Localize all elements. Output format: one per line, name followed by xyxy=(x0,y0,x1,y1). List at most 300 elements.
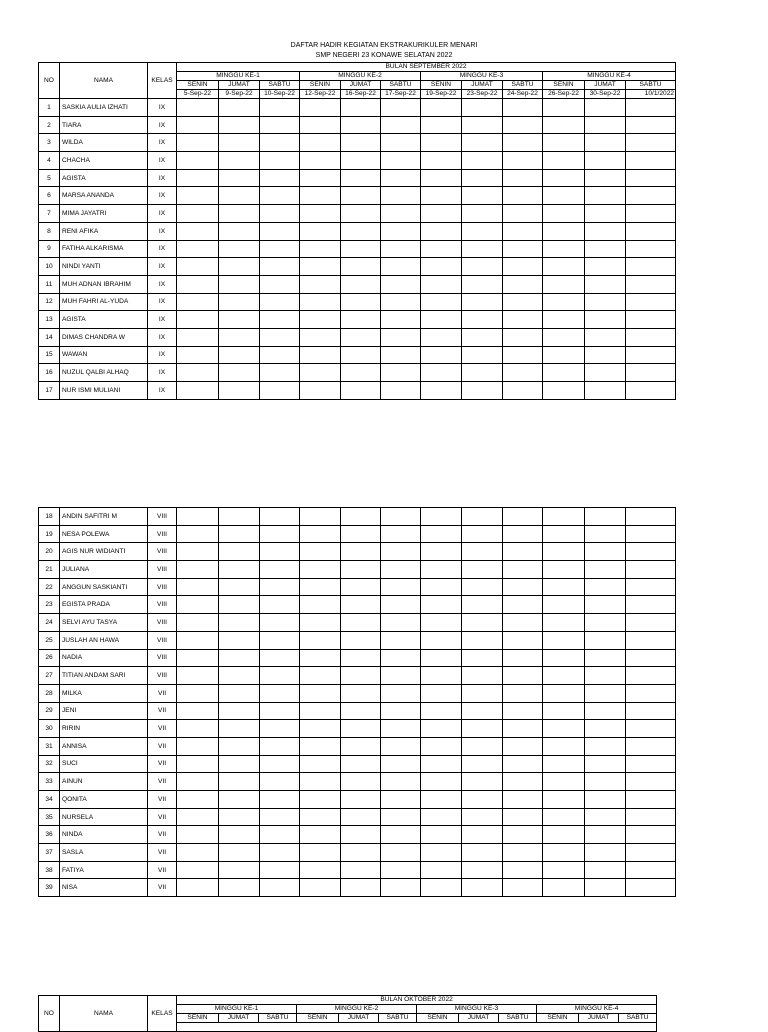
attendance-cell xyxy=(503,720,543,738)
student-no: 22 xyxy=(39,578,60,596)
day-header: SENIN xyxy=(177,81,219,90)
attendance-cell xyxy=(421,649,462,667)
attendance-cell xyxy=(626,205,676,223)
attendance-cell xyxy=(421,364,462,382)
day-header: SENIN xyxy=(300,81,341,90)
attendance-cell xyxy=(626,311,676,329)
table-row xyxy=(39,346,676,364)
attendance-cell xyxy=(260,205,300,223)
attendance-cell xyxy=(260,844,300,862)
attendance-cell xyxy=(626,258,676,276)
attendance-cell xyxy=(626,525,676,543)
attendance-cell xyxy=(381,596,421,614)
attendance-cell xyxy=(177,508,219,526)
student-name: NUZUL QALBI ALHAQ xyxy=(60,364,148,382)
student-name: MUH ADNAN IBRAHIM xyxy=(60,275,148,293)
attendance-cell xyxy=(177,649,219,667)
attendance-cell xyxy=(543,169,585,187)
attendance-cell xyxy=(626,649,676,667)
date-header: 10-Sep-22 xyxy=(260,90,300,99)
student-no: 14 xyxy=(39,328,60,346)
table-row xyxy=(39,258,676,276)
attendance-cell xyxy=(543,187,585,205)
attendance-cell xyxy=(219,382,260,400)
attendance-cell xyxy=(177,311,219,329)
attendance-cell xyxy=(543,543,585,561)
attendance-cell xyxy=(462,293,503,311)
attendance-cell xyxy=(219,134,260,152)
attendance-cell xyxy=(260,720,300,738)
header-kelas: KELAS xyxy=(148,63,177,99)
attendance-cell xyxy=(585,187,626,205)
attendance-cell xyxy=(626,578,676,596)
attendance-cell xyxy=(300,525,341,543)
student-kelas: VII xyxy=(148,808,177,826)
attendance-cell xyxy=(503,596,543,614)
header-nama: NAMA xyxy=(60,63,148,99)
attendance-cell xyxy=(503,667,543,685)
student-name: AINUN xyxy=(60,773,148,791)
attendance-cell xyxy=(421,293,462,311)
day-header: SENIN xyxy=(543,81,585,90)
attendance-cell xyxy=(585,364,626,382)
week-header: MINGGU KE-3 xyxy=(417,1005,537,1014)
student-name: MILKA xyxy=(60,684,148,702)
attendance-cell xyxy=(503,364,543,382)
attendance-cell xyxy=(585,169,626,187)
student-no: 39 xyxy=(39,879,60,897)
attendance-cell xyxy=(260,808,300,826)
attendance-cell xyxy=(421,169,462,187)
table-row xyxy=(39,328,676,346)
attendance-cell xyxy=(421,596,462,614)
attendance-cell xyxy=(543,346,585,364)
attendance-cell xyxy=(543,152,585,170)
attendance-cell xyxy=(503,116,543,134)
student-kelas: IX xyxy=(148,328,177,346)
date-header: 26-Sep-22 xyxy=(543,90,585,99)
attendance-cell xyxy=(462,808,503,826)
attendance-cell xyxy=(381,187,421,205)
attendance-cell xyxy=(381,737,421,755)
attendance-cell xyxy=(503,561,543,579)
attendance-cell xyxy=(462,684,503,702)
attendance-cell xyxy=(626,364,676,382)
attendance-cell xyxy=(341,720,381,738)
attendance-cell xyxy=(543,791,585,809)
student-name: MIMA JAYATRI xyxy=(60,205,148,223)
attendance-cell xyxy=(219,258,260,276)
attendance-cell xyxy=(503,152,543,170)
attendance-cell xyxy=(381,755,421,773)
attendance-cell xyxy=(381,275,421,293)
student-kelas: IX xyxy=(148,275,177,293)
attendance-cell xyxy=(421,152,462,170)
attendance-cell xyxy=(626,861,676,879)
date-header: 19-Sep-22 xyxy=(421,90,462,99)
attendance-cell xyxy=(341,169,381,187)
month-header-oktober: BULAN OKTOBER 2022 xyxy=(177,996,657,1005)
attendance-cell xyxy=(543,311,585,329)
student-name: NINDI YANTI xyxy=(60,258,148,276)
attendance-cell xyxy=(421,240,462,258)
attendance-cell xyxy=(300,844,341,862)
attendance-cell xyxy=(543,684,585,702)
attendance-cell xyxy=(177,258,219,276)
attendance-cell xyxy=(626,508,676,526)
student-name: EGISTA PRADA xyxy=(60,596,148,614)
attendance-cell xyxy=(260,311,300,329)
student-name: WAWAN xyxy=(60,346,148,364)
attendance-cell xyxy=(219,561,260,579)
attendance-cell xyxy=(260,773,300,791)
attendance-cell xyxy=(300,861,341,879)
attendance-cell xyxy=(300,684,341,702)
attendance-cell xyxy=(219,169,260,187)
attendance-cell xyxy=(543,508,585,526)
student-name: QONITA xyxy=(60,791,148,809)
attendance-cell xyxy=(341,205,381,223)
attendance-cell xyxy=(341,222,381,240)
attendance-cell xyxy=(219,596,260,614)
day-header: SABTU xyxy=(619,1014,657,1023)
attendance-cell xyxy=(626,737,676,755)
table-row xyxy=(39,578,676,596)
attendance-cell xyxy=(585,152,626,170)
attendance-cell xyxy=(300,346,341,364)
student-no: 25 xyxy=(39,631,60,649)
day-header: JUMAT xyxy=(341,81,381,90)
student-name: ANNISA xyxy=(60,737,148,755)
day-header: SABTU xyxy=(626,81,676,90)
attendance-cell xyxy=(219,508,260,526)
table-row xyxy=(39,508,676,526)
student-kelas: IX xyxy=(148,99,177,117)
student-kelas: VIII xyxy=(148,631,177,649)
attendance-cell xyxy=(543,631,585,649)
attendance-cell xyxy=(219,543,260,561)
attendance-cell xyxy=(626,134,676,152)
attendance-cell xyxy=(503,578,543,596)
attendance-cell xyxy=(219,755,260,773)
attendance-cell xyxy=(585,861,626,879)
student-kelas: VII xyxy=(148,844,177,862)
attendance-cell xyxy=(260,596,300,614)
attendance-cell xyxy=(177,275,219,293)
attendance-cell xyxy=(341,773,381,791)
attendance-cell xyxy=(503,649,543,667)
attendance-cell xyxy=(585,844,626,862)
attendance-cell xyxy=(219,667,260,685)
attendance-cell xyxy=(543,525,585,543)
student-no: 34 xyxy=(39,791,60,809)
attendance-cell xyxy=(177,293,219,311)
attendance-cell xyxy=(585,258,626,276)
student-name: AGIS NUR WIDIANTI xyxy=(60,543,148,561)
student-kelas: IX xyxy=(148,293,177,311)
attendance-cell xyxy=(219,275,260,293)
attendance-cell xyxy=(503,631,543,649)
attendance-cell xyxy=(421,134,462,152)
attendance-cell xyxy=(300,222,341,240)
week-header: MINGGU KE-4 xyxy=(537,1005,657,1014)
date-header: 24-Sep-22 xyxy=(503,90,543,99)
student-name: FATIYA xyxy=(60,861,148,879)
day-header: SABTU xyxy=(503,81,543,90)
student-kelas: VII xyxy=(148,755,177,773)
attendance-cell xyxy=(503,737,543,755)
attendance-cell xyxy=(300,879,341,897)
attendance-cell xyxy=(462,152,503,170)
attendance-cell xyxy=(300,169,341,187)
attendance-cell xyxy=(177,702,219,720)
attendance-cell xyxy=(585,543,626,561)
attendance-cell xyxy=(341,543,381,561)
student-name: NINDA xyxy=(60,826,148,844)
attendance-cell xyxy=(341,702,381,720)
attendance-table-continued xyxy=(38,507,676,897)
attendance-cell xyxy=(177,684,219,702)
attendance-cell xyxy=(626,275,676,293)
attendance-cell xyxy=(585,328,626,346)
attendance-cell xyxy=(421,382,462,400)
student-name: ANDIN SAFITRI M xyxy=(60,508,148,526)
month-header-september: BULAN SEPTEMBER 2022 xyxy=(177,63,676,72)
attendance-cell xyxy=(462,134,503,152)
attendance-cell xyxy=(585,311,626,329)
attendance-cell xyxy=(543,737,585,755)
attendance-cell xyxy=(626,222,676,240)
table-row xyxy=(39,275,676,293)
student-kelas: VII xyxy=(148,826,177,844)
attendance-cell xyxy=(421,116,462,134)
attendance-cell xyxy=(585,275,626,293)
student-kelas: IX xyxy=(148,187,177,205)
student-name: SASLA xyxy=(60,844,148,862)
student-kelas: VIII xyxy=(148,561,177,579)
attendance-cell xyxy=(177,134,219,152)
attendance-cell xyxy=(503,525,543,543)
student-name: NESA POLEWA xyxy=(60,525,148,543)
attendance-cell xyxy=(543,275,585,293)
attendance-cell xyxy=(177,116,219,134)
attendance-cell xyxy=(543,596,585,614)
attendance-cell xyxy=(585,222,626,240)
attendance-cell xyxy=(543,861,585,879)
attendance-cell xyxy=(585,702,626,720)
day-header: SABTU xyxy=(379,1014,417,1023)
attendance-cell xyxy=(503,275,543,293)
attendance-cell xyxy=(177,879,219,897)
attendance-cell xyxy=(462,649,503,667)
student-name: CHACHA xyxy=(60,152,148,170)
attendance-cell xyxy=(341,99,381,117)
student-name: NADIA xyxy=(60,649,148,667)
student-name: DIMAS CHANDRA W xyxy=(60,328,148,346)
attendance-cell xyxy=(585,382,626,400)
attendance-cell xyxy=(219,808,260,826)
attendance-cell xyxy=(300,116,341,134)
attendance-cell xyxy=(421,684,462,702)
attendance-cell xyxy=(462,879,503,897)
attendance-cell xyxy=(177,543,219,561)
attendance-cell xyxy=(219,631,260,649)
student-name: AGISTA xyxy=(60,169,148,187)
student-kelas: VII xyxy=(148,702,177,720)
attendance-cell xyxy=(543,844,585,862)
attendance-cell xyxy=(585,684,626,702)
attendance-cell xyxy=(543,702,585,720)
attendance-cell xyxy=(543,649,585,667)
attendance-cell xyxy=(503,773,543,791)
attendance-cell xyxy=(300,631,341,649)
attendance-cell xyxy=(260,152,300,170)
student-name: JUSLAH AN HAWA xyxy=(60,631,148,649)
student-no: 31 xyxy=(39,737,60,755)
attendance-cell xyxy=(260,169,300,187)
date-header: 12-Sep-22 xyxy=(300,90,341,99)
attendance-cell xyxy=(585,116,626,134)
attendance-cell xyxy=(381,205,421,223)
attendance-cell xyxy=(219,293,260,311)
attendance-cell xyxy=(260,134,300,152)
table-row xyxy=(39,861,676,879)
attendance-cell xyxy=(381,543,421,561)
attendance-cell xyxy=(177,631,219,649)
attendance-cell xyxy=(626,346,676,364)
attendance-cell xyxy=(300,382,341,400)
attendance-cell xyxy=(462,614,503,632)
table-row xyxy=(39,755,676,773)
table-row xyxy=(39,844,676,862)
student-no: 3 xyxy=(39,134,60,152)
attendance-cell xyxy=(462,561,503,579)
attendance-cell xyxy=(260,116,300,134)
attendance-cell xyxy=(626,773,676,791)
attendance-cell xyxy=(260,737,300,755)
student-no: 10 xyxy=(39,258,60,276)
attendance-cell xyxy=(381,844,421,862)
table-row xyxy=(39,222,676,240)
attendance-cell xyxy=(421,187,462,205)
attendance-cell xyxy=(381,649,421,667)
attendance-cell xyxy=(177,525,219,543)
attendance-cell xyxy=(177,596,219,614)
student-no: 5 xyxy=(39,169,60,187)
attendance-cell xyxy=(543,667,585,685)
attendance-cell xyxy=(341,508,381,526)
attendance-cell xyxy=(421,275,462,293)
attendance-cell xyxy=(626,187,676,205)
student-kelas: IX xyxy=(148,311,177,329)
attendance-cell xyxy=(300,808,341,826)
student-name: NURSELA xyxy=(60,808,148,826)
date-header: 30-Sep-22 xyxy=(585,90,626,99)
attendance-cell xyxy=(341,879,381,897)
attendance-cell xyxy=(421,311,462,329)
attendance-cell xyxy=(260,240,300,258)
attendance-cell xyxy=(341,382,381,400)
attendance-cell xyxy=(503,844,543,862)
attendance-cell xyxy=(421,222,462,240)
attendance-cell xyxy=(626,720,676,738)
attendance-cell xyxy=(381,293,421,311)
attendance-cell xyxy=(219,578,260,596)
student-name: ANGGUN SASKIANTI xyxy=(60,578,148,596)
attendance-cell xyxy=(421,791,462,809)
student-no: 16 xyxy=(39,364,60,382)
attendance-cell xyxy=(260,561,300,579)
student-kelas: VII xyxy=(148,737,177,755)
attendance-cell xyxy=(260,293,300,311)
student-no: 24 xyxy=(39,614,60,632)
table-row xyxy=(39,720,676,738)
attendance-cell xyxy=(341,737,381,755)
student-kelas: IX xyxy=(148,258,177,276)
table-row xyxy=(39,134,676,152)
header-kelas: KELAS xyxy=(148,996,177,1032)
table-row xyxy=(39,293,676,311)
week-header: MINGGU KE-3 xyxy=(421,72,543,81)
attendance-cell xyxy=(341,667,381,685)
student-no: 20 xyxy=(39,543,60,561)
attendance-cell xyxy=(300,773,341,791)
attendance-cell xyxy=(219,152,260,170)
attendance-cell xyxy=(585,808,626,826)
attendance-cell xyxy=(585,578,626,596)
student-kelas: IX xyxy=(148,169,177,187)
attendance-cell xyxy=(260,826,300,844)
attendance-cell xyxy=(626,808,676,826)
attendance-cell xyxy=(585,561,626,579)
attendance-cell xyxy=(219,187,260,205)
attendance-cell xyxy=(421,879,462,897)
day-header: JUMAT xyxy=(219,81,260,90)
header-no: NO xyxy=(39,996,60,1032)
attendance-cell xyxy=(341,649,381,667)
attendance-cell xyxy=(300,826,341,844)
attendance-cell xyxy=(300,649,341,667)
day-header: JUMAT xyxy=(585,81,626,90)
document-title: DAFTAR HADIR KEGIATAN EKSTRAKURIKULER MENARI xyxy=(290,42,478,49)
attendance-cell xyxy=(626,667,676,685)
attendance-cell xyxy=(543,205,585,223)
attendance-cell xyxy=(177,861,219,879)
attendance-cell xyxy=(503,508,543,526)
attendance-cell xyxy=(421,543,462,561)
student-name: AGISTA xyxy=(60,311,148,329)
attendance-cell xyxy=(219,861,260,879)
date-header: 9-Sep-22 xyxy=(219,90,260,99)
attendance-cell xyxy=(219,879,260,897)
day-header: JUMAT xyxy=(339,1014,379,1023)
attendance-cell xyxy=(381,561,421,579)
attendance-cell xyxy=(462,861,503,879)
student-kelas: IX xyxy=(148,116,177,134)
attendance-cell xyxy=(341,631,381,649)
attendance-cell xyxy=(543,826,585,844)
attendance-cell xyxy=(300,561,341,579)
attendance-cell xyxy=(381,328,421,346)
attendance-cell xyxy=(260,222,300,240)
attendance-cell xyxy=(626,382,676,400)
attendance-cell xyxy=(177,773,219,791)
attendance-cell xyxy=(585,508,626,526)
table-row xyxy=(39,649,676,667)
attendance-cell xyxy=(177,222,219,240)
table-row xyxy=(39,152,676,170)
student-kelas: VII xyxy=(148,861,177,879)
